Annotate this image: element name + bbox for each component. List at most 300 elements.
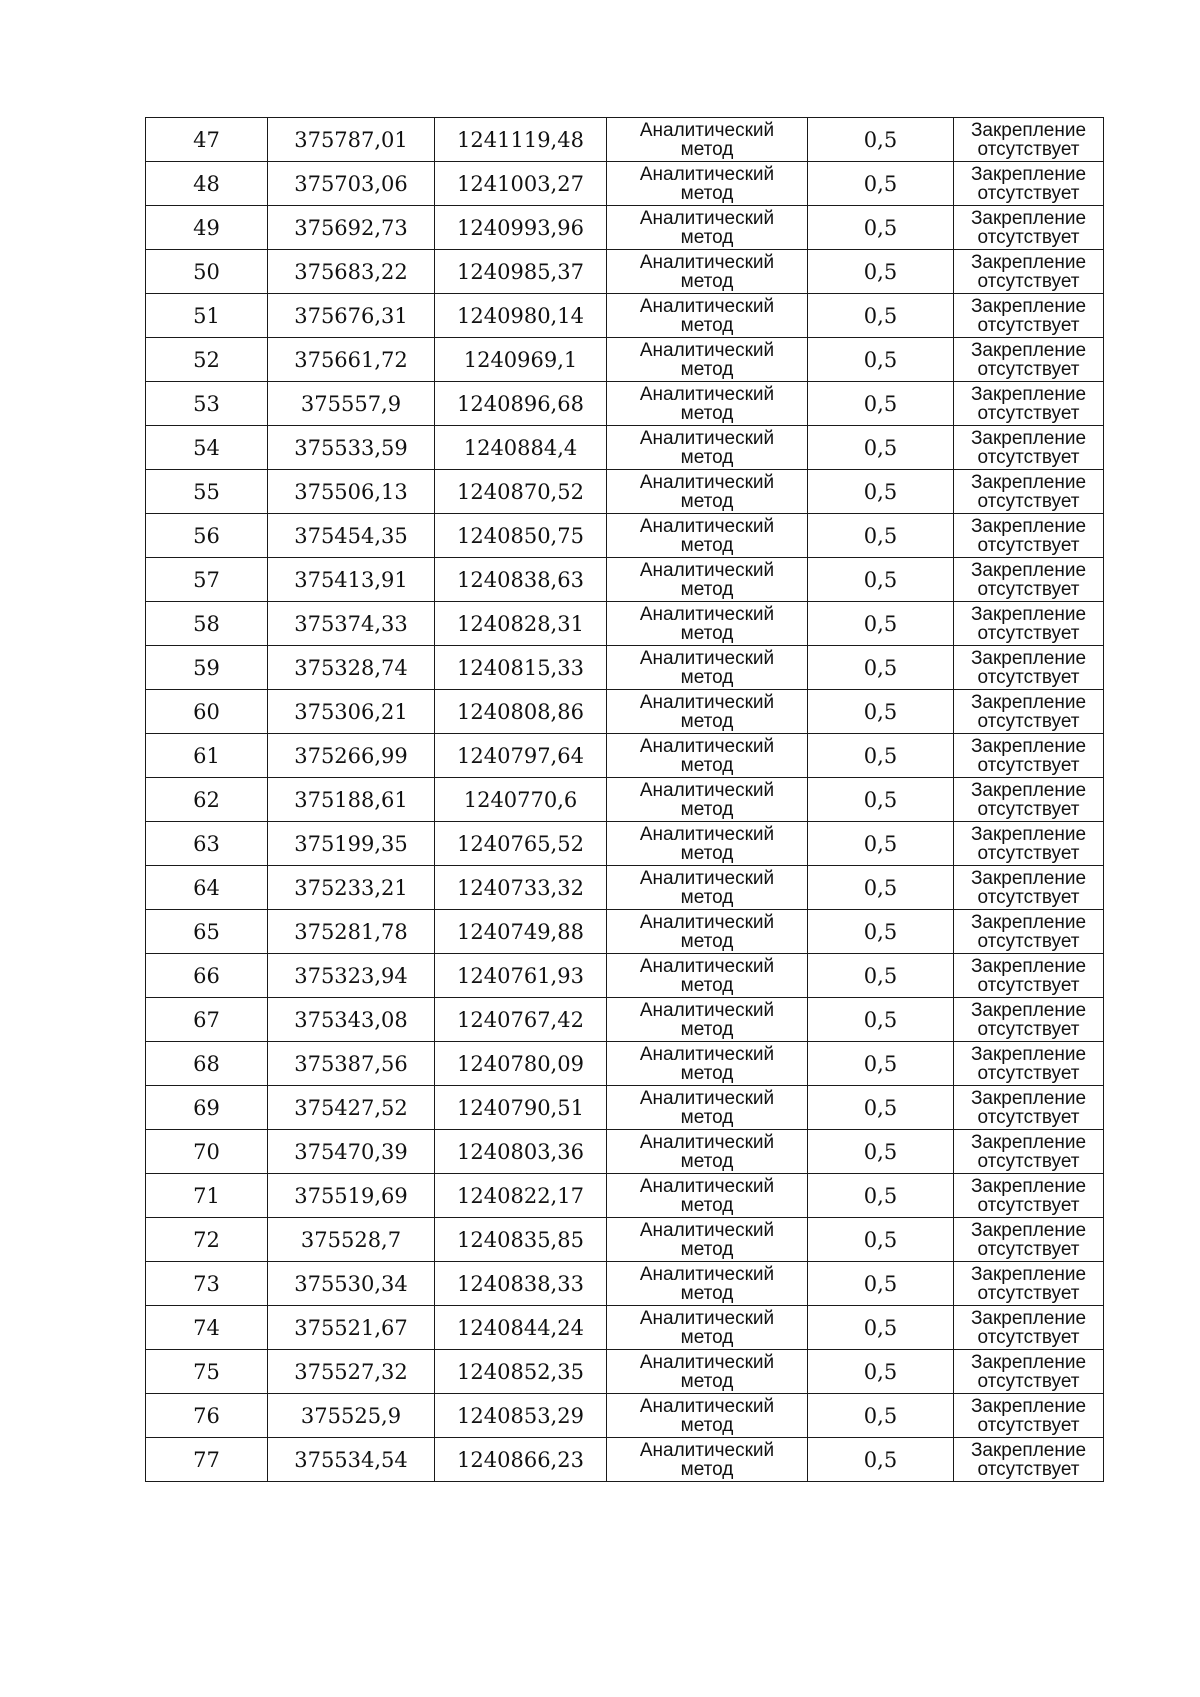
x-coordinate-cell: 375530,34 bbox=[268, 1262, 435, 1306]
point-number-cell: 72 bbox=[146, 1218, 268, 1262]
error-cell: 0,5 bbox=[808, 1306, 954, 1350]
fixation-line-2: отсутствует bbox=[977, 798, 1080, 820]
error-cell: 0,5 bbox=[808, 734, 954, 778]
point-number-cell: 58 bbox=[146, 602, 268, 646]
table-row bbox=[146, 514, 1104, 558]
x-coordinate-cell: 375413,91 bbox=[268, 558, 435, 602]
fixation-cell bbox=[954, 954, 1104, 998]
fixation-line-2: отсутствует bbox=[977, 1106, 1080, 1128]
y-coordinate-cell: 1241119,48 bbox=[435, 118, 607, 162]
table-row bbox=[146, 778, 1104, 822]
method-line-2: метод bbox=[680, 886, 734, 908]
method-cell bbox=[607, 162, 808, 206]
fixation-line-2: отсутствует bbox=[977, 974, 1080, 996]
method-cell bbox=[607, 1130, 808, 1174]
fixation-line-1: Закрепление bbox=[970, 295, 1087, 317]
fixation-cell bbox=[954, 514, 1104, 558]
fixation-line-1: Закрепление bbox=[970, 1307, 1087, 1329]
point-number-cell: 52 bbox=[146, 338, 268, 382]
fixation-cell bbox=[954, 162, 1104, 206]
method-line-1: Аналитический bbox=[639, 1351, 775, 1373]
point-number-cell: 60 bbox=[146, 690, 268, 734]
method-line-1: Аналитический bbox=[639, 1087, 775, 1109]
fixation-line-2: отсутствует bbox=[977, 1282, 1080, 1304]
table-row bbox=[146, 1394, 1104, 1438]
x-coordinate-cell: 375521,67 bbox=[268, 1306, 435, 1350]
table-row bbox=[146, 1438, 1104, 1482]
error-cell: 0,5 bbox=[808, 778, 954, 822]
fixation-cell bbox=[954, 778, 1104, 822]
table-row bbox=[146, 910, 1104, 954]
fixation-cell bbox=[954, 206, 1104, 250]
y-coordinate-cell: 1240797,64 bbox=[435, 734, 607, 778]
fixation-line-1: Закрепление bbox=[970, 1439, 1087, 1461]
fixation-line-2: отсутствует bbox=[977, 226, 1080, 248]
y-coordinate-cell: 1240870,52 bbox=[435, 470, 607, 514]
y-coordinate-cell: 1240815,33 bbox=[435, 646, 607, 690]
method-line-1: Аналитический bbox=[639, 1175, 775, 1197]
table-row bbox=[146, 1086, 1104, 1130]
fixation-line-1: Закрепление bbox=[970, 1219, 1087, 1241]
method-cell bbox=[607, 866, 808, 910]
method-cell bbox=[607, 646, 808, 690]
point-number-cell: 59 bbox=[146, 646, 268, 690]
table-row bbox=[146, 118, 1104, 162]
method-cell bbox=[607, 1350, 808, 1394]
x-coordinate-cell: 375692,73 bbox=[268, 206, 435, 250]
point-number-cell: 54 bbox=[146, 426, 268, 470]
fixation-line-2: отсутствует bbox=[977, 182, 1080, 204]
method-line-1: Аналитический bbox=[639, 955, 775, 977]
fixation-cell bbox=[954, 1042, 1104, 1086]
method-line-1: Аналитический bbox=[639, 119, 775, 141]
y-coordinate-cell: 1240733,32 bbox=[435, 866, 607, 910]
fixation-line-2: отсутствует bbox=[977, 270, 1080, 292]
method-line-1: Аналитический bbox=[639, 603, 775, 625]
point-number-cell: 65 bbox=[146, 910, 268, 954]
fixation-line-1: Закрепление bbox=[970, 427, 1087, 449]
x-coordinate-cell: 375519,69 bbox=[268, 1174, 435, 1218]
fixation-cell bbox=[954, 1306, 1104, 1350]
method-cell bbox=[607, 1174, 808, 1218]
fixation-cell bbox=[954, 1438, 1104, 1482]
y-coordinate-cell: 1240844,24 bbox=[435, 1306, 607, 1350]
point-number-cell: 63 bbox=[146, 822, 268, 866]
method-line-1: Аналитический bbox=[639, 823, 775, 845]
table-row bbox=[146, 866, 1104, 910]
method-line-2: метод bbox=[680, 666, 734, 688]
method-line-1: Аналитический bbox=[639, 251, 775, 273]
method-line-2: метод bbox=[680, 622, 734, 644]
table-row bbox=[146, 470, 1104, 514]
fixation-line-1: Закрепление bbox=[970, 515, 1087, 537]
x-coordinate-cell: 375281,78 bbox=[268, 910, 435, 954]
method-line-1: Аналитический bbox=[639, 1263, 775, 1285]
y-coordinate-cell: 1240770,6 bbox=[435, 778, 607, 822]
fixation-line-1: Закрепление bbox=[970, 207, 1087, 229]
error-cell: 0,5 bbox=[808, 866, 954, 910]
x-coordinate-cell: 375188,61 bbox=[268, 778, 435, 822]
point-number-cell: 53 bbox=[146, 382, 268, 426]
method-line-1: Аналитический bbox=[639, 559, 775, 581]
method-line-2: метод bbox=[680, 1326, 734, 1348]
table-row bbox=[146, 998, 1104, 1042]
y-coordinate-cell: 1240838,33 bbox=[435, 1262, 607, 1306]
method-line-2: метод bbox=[680, 842, 734, 864]
y-coordinate-cell: 1240884,4 bbox=[435, 426, 607, 470]
method-line-1: Аналитический bbox=[639, 999, 775, 1021]
fixation-line-2: отсутствует bbox=[977, 534, 1080, 556]
table-row bbox=[146, 690, 1104, 734]
fixation-line-1: Закрепление bbox=[970, 383, 1087, 405]
error-cell: 0,5 bbox=[808, 426, 954, 470]
fixation-cell bbox=[954, 1262, 1104, 1306]
y-coordinate-cell: 1240780,09 bbox=[435, 1042, 607, 1086]
y-coordinate-cell: 1240765,52 bbox=[435, 822, 607, 866]
fixation-cell bbox=[954, 294, 1104, 338]
method-line-2: метод bbox=[680, 1282, 734, 1304]
error-cell: 0,5 bbox=[808, 602, 954, 646]
method-line-1: Аналитический bbox=[639, 911, 775, 933]
fixation-cell bbox=[954, 426, 1104, 470]
fixation-line-1: Закрепление bbox=[970, 163, 1087, 185]
method-line-1: Аналитический bbox=[639, 295, 775, 317]
x-coordinate-cell: 375534,54 bbox=[268, 1438, 435, 1482]
method-cell bbox=[607, 1306, 808, 1350]
y-coordinate-cell: 1240850,75 bbox=[435, 514, 607, 558]
table-row bbox=[146, 382, 1104, 426]
method-cell bbox=[607, 734, 808, 778]
fixation-line-2: отсутствует bbox=[977, 666, 1080, 688]
fixation-cell bbox=[954, 690, 1104, 734]
method-cell bbox=[607, 118, 808, 162]
y-coordinate-cell: 1240803,36 bbox=[435, 1130, 607, 1174]
fixation-line-1: Закрепление bbox=[970, 823, 1087, 845]
method-cell bbox=[607, 382, 808, 426]
method-cell bbox=[607, 954, 808, 998]
method-line-1: Аналитический bbox=[639, 735, 775, 757]
method-cell bbox=[607, 778, 808, 822]
method-cell bbox=[607, 470, 808, 514]
method-line-2: метод bbox=[680, 1370, 734, 1392]
fixation-line-2: отсутствует bbox=[977, 842, 1080, 864]
method-cell bbox=[607, 1262, 808, 1306]
method-line-2: метод bbox=[680, 182, 734, 204]
x-coordinate-cell: 375787,01 bbox=[268, 118, 435, 162]
x-coordinate-cell: 375527,32 bbox=[268, 1350, 435, 1394]
fixation-cell bbox=[954, 1218, 1104, 1262]
fixation-line-2: отсутствует bbox=[977, 358, 1080, 380]
fixation-cell bbox=[954, 382, 1104, 426]
method-line-2: метод bbox=[680, 754, 734, 776]
point-number-cell: 61 bbox=[146, 734, 268, 778]
point-number-cell: 75 bbox=[146, 1350, 268, 1394]
method-line-2: метод bbox=[680, 1194, 734, 1216]
method-line-1: Аналитический bbox=[639, 1131, 775, 1153]
fixation-cell bbox=[954, 338, 1104, 382]
method-cell bbox=[607, 426, 808, 470]
method-cell bbox=[607, 1394, 808, 1438]
fixation-line-1: Закрепление bbox=[970, 911, 1087, 933]
y-coordinate-cell: 1240838,63 bbox=[435, 558, 607, 602]
x-coordinate-cell: 375343,08 bbox=[268, 998, 435, 1042]
error-cell: 0,5 bbox=[808, 558, 954, 602]
fixation-line-2: отсутствует bbox=[977, 754, 1080, 776]
point-number-cell: 67 bbox=[146, 998, 268, 1042]
fixation-cell bbox=[954, 470, 1104, 514]
fixation-line-1: Закрепление bbox=[970, 955, 1087, 977]
fixation-line-1: Закрепление bbox=[970, 119, 1087, 141]
method-line-1: Аналитический bbox=[639, 867, 775, 889]
method-line-2: метод bbox=[680, 314, 734, 336]
error-cell: 0,5 bbox=[808, 250, 954, 294]
error-cell: 0,5 bbox=[808, 1350, 954, 1394]
error-cell: 0,5 bbox=[808, 1394, 954, 1438]
error-cell: 0,5 bbox=[808, 514, 954, 558]
method-line-1: Аналитический bbox=[639, 647, 775, 669]
error-cell: 0,5 bbox=[808, 1218, 954, 1262]
x-coordinate-cell: 375683,22 bbox=[268, 250, 435, 294]
method-line-2: метод bbox=[680, 1062, 734, 1084]
y-coordinate-cell: 1240828,31 bbox=[435, 602, 607, 646]
fixation-line-1: Закрепление bbox=[970, 1131, 1087, 1153]
x-coordinate-cell: 375427,52 bbox=[268, 1086, 435, 1130]
method-line-2: метод bbox=[680, 534, 734, 556]
fixation-line-1: Закрепление bbox=[970, 1043, 1087, 1065]
fixation-cell bbox=[954, 910, 1104, 954]
fixation-cell bbox=[954, 734, 1104, 778]
y-coordinate-cell: 1240822,17 bbox=[435, 1174, 607, 1218]
y-coordinate-cell: 1240985,37 bbox=[435, 250, 607, 294]
y-coordinate-cell: 1240866,23 bbox=[435, 1438, 607, 1482]
fixation-line-1: Закрепление bbox=[970, 735, 1087, 757]
fixation-line-2: отсутствует bbox=[977, 446, 1080, 468]
y-coordinate-cell: 1240896,68 bbox=[435, 382, 607, 426]
table-row bbox=[146, 1218, 1104, 1262]
error-cell: 0,5 bbox=[808, 118, 954, 162]
point-number-cell: 56 bbox=[146, 514, 268, 558]
point-number-cell: 77 bbox=[146, 1438, 268, 1482]
fixation-line-2: отсутствует bbox=[977, 1458, 1080, 1480]
x-coordinate-cell: 375533,59 bbox=[268, 426, 435, 470]
point-number-cell: 70 bbox=[146, 1130, 268, 1174]
table-row bbox=[146, 426, 1104, 470]
table-row bbox=[146, 1262, 1104, 1306]
method-cell bbox=[607, 910, 808, 954]
fixation-line-2: отсутствует bbox=[977, 886, 1080, 908]
y-coordinate-cell: 1240835,85 bbox=[435, 1218, 607, 1262]
error-cell: 0,5 bbox=[808, 1262, 954, 1306]
table-row bbox=[146, 822, 1104, 866]
method-line-2: метод bbox=[680, 710, 734, 732]
method-cell bbox=[607, 250, 808, 294]
x-coordinate-cell: 375323,94 bbox=[268, 954, 435, 998]
fixation-cell bbox=[954, 822, 1104, 866]
error-cell: 0,5 bbox=[808, 1042, 954, 1086]
y-coordinate-cell: 1240761,93 bbox=[435, 954, 607, 998]
fixation-line-1: Закрепление bbox=[970, 1175, 1087, 1197]
table-row bbox=[146, 1350, 1104, 1394]
fixation-cell bbox=[954, 1350, 1104, 1394]
table-row bbox=[146, 602, 1104, 646]
fixation-cell bbox=[954, 866, 1104, 910]
error-cell: 0,5 bbox=[808, 998, 954, 1042]
point-number-cell: 76 bbox=[146, 1394, 268, 1438]
method-line-1: Аналитический bbox=[639, 339, 775, 361]
method-line-2: метод bbox=[680, 1458, 734, 1480]
method-line-1: Аналитический bbox=[639, 1219, 775, 1241]
x-coordinate-cell: 375528,7 bbox=[268, 1218, 435, 1262]
fixation-line-2: отсутствует bbox=[977, 138, 1080, 160]
fixation-line-1: Закрепление bbox=[970, 251, 1087, 273]
method-line-2: метод bbox=[680, 798, 734, 820]
fixation-line-2: отсутствует bbox=[977, 1018, 1080, 1040]
point-number-cell: 69 bbox=[146, 1086, 268, 1130]
method-line-2: метод bbox=[680, 1150, 734, 1172]
method-line-2: метод bbox=[680, 446, 734, 468]
point-number-cell: 62 bbox=[146, 778, 268, 822]
table-row bbox=[146, 734, 1104, 778]
error-cell: 0,5 bbox=[808, 822, 954, 866]
method-line-1: Аналитический bbox=[639, 471, 775, 493]
method-cell bbox=[607, 1086, 808, 1130]
error-cell: 0,5 bbox=[808, 206, 954, 250]
method-cell bbox=[607, 206, 808, 250]
fixation-cell bbox=[954, 118, 1104, 162]
error-cell: 0,5 bbox=[808, 910, 954, 954]
fixation-line-2: отсутствует bbox=[977, 1326, 1080, 1348]
fixation-line-2: отсутствует bbox=[977, 1194, 1080, 1216]
method-line-2: метод bbox=[680, 402, 734, 424]
point-number-cell: 55 bbox=[146, 470, 268, 514]
x-coordinate-cell: 375506,13 bbox=[268, 470, 435, 514]
fixation-cell bbox=[954, 1086, 1104, 1130]
method-cell bbox=[607, 690, 808, 734]
fixation-cell bbox=[954, 646, 1104, 690]
x-coordinate-cell: 375374,33 bbox=[268, 602, 435, 646]
coordinates-table bbox=[145, 117, 1104, 1482]
fixation-line-2: отсутствует bbox=[977, 578, 1080, 600]
fixation-cell bbox=[954, 1174, 1104, 1218]
table-row bbox=[146, 558, 1104, 602]
x-coordinate-cell: 375703,06 bbox=[268, 162, 435, 206]
fixation-line-2: отсутствует bbox=[977, 490, 1080, 512]
table-row bbox=[146, 206, 1104, 250]
method-cell bbox=[607, 294, 808, 338]
error-cell: 0,5 bbox=[808, 470, 954, 514]
x-coordinate-cell: 375328,74 bbox=[268, 646, 435, 690]
method-cell bbox=[607, 558, 808, 602]
method-cell bbox=[607, 338, 808, 382]
method-cell bbox=[607, 602, 808, 646]
point-number-cell: 73 bbox=[146, 1262, 268, 1306]
fixation-line-1: Закрепление bbox=[970, 867, 1087, 889]
fixation-line-1: Закрепление bbox=[970, 647, 1087, 669]
y-coordinate-cell: 1240767,42 bbox=[435, 998, 607, 1042]
fixation-line-1: Закрепление bbox=[970, 1263, 1087, 1285]
method-line-2: метод bbox=[680, 974, 734, 996]
method-line-1: Аналитический bbox=[639, 1043, 775, 1065]
method-line-2: метод bbox=[680, 270, 734, 292]
table-row bbox=[146, 646, 1104, 690]
method-line-2: метод bbox=[680, 1238, 734, 1260]
method-cell bbox=[607, 1042, 808, 1086]
coordinates-table-body bbox=[146, 118, 1104, 1482]
method-line-2: метод bbox=[680, 358, 734, 380]
method-line-1: Аналитический bbox=[639, 515, 775, 537]
error-cell: 0,5 bbox=[808, 162, 954, 206]
fixation-line-1: Закрепление bbox=[970, 691, 1087, 713]
fixation-line-1: Закрепление bbox=[970, 1351, 1087, 1373]
fixation-cell bbox=[954, 1394, 1104, 1438]
table-row bbox=[146, 1306, 1104, 1350]
error-cell: 0,5 bbox=[808, 382, 954, 426]
method-line-1: Аналитический bbox=[639, 163, 775, 185]
point-number-cell: 71 bbox=[146, 1174, 268, 1218]
fixation-line-1: Закрепление bbox=[970, 471, 1087, 493]
point-number-cell: 57 bbox=[146, 558, 268, 602]
method-line-1: Аналитический bbox=[639, 427, 775, 449]
fixation-line-2: отсутствует bbox=[977, 1150, 1080, 1172]
method-line-2: метод bbox=[680, 490, 734, 512]
y-coordinate-cell: 1240852,35 bbox=[435, 1350, 607, 1394]
method-line-1: Аналитический bbox=[639, 383, 775, 405]
table-row bbox=[146, 338, 1104, 382]
fixation-line-1: Закрепление bbox=[970, 603, 1087, 625]
method-line-2: метод bbox=[680, 138, 734, 160]
fixation-line-1: Закрепление bbox=[970, 339, 1087, 361]
x-coordinate-cell: 375233,21 bbox=[268, 866, 435, 910]
method-cell bbox=[607, 822, 808, 866]
table-row bbox=[146, 1130, 1104, 1174]
point-number-cell: 66 bbox=[146, 954, 268, 998]
method-line-1: Аналитический bbox=[639, 691, 775, 713]
fixation-line-2: отсутствует bbox=[977, 314, 1080, 336]
x-coordinate-cell: 375266,99 bbox=[268, 734, 435, 778]
y-coordinate-cell: 1240790,51 bbox=[435, 1086, 607, 1130]
x-coordinate-cell: 375525,9 bbox=[268, 1394, 435, 1438]
y-coordinate-cell: 1240993,96 bbox=[435, 206, 607, 250]
point-number-cell: 49 bbox=[146, 206, 268, 250]
method-line-2: метод bbox=[680, 226, 734, 248]
method-line-2: метод bbox=[680, 578, 734, 600]
error-cell: 0,5 bbox=[808, 294, 954, 338]
point-number-cell: 47 bbox=[146, 118, 268, 162]
error-cell: 0,5 bbox=[808, 1086, 954, 1130]
fixation-line-2: отсутствует bbox=[977, 1414, 1080, 1436]
error-cell: 0,5 bbox=[808, 646, 954, 690]
fixation-line-1: Закрепление bbox=[970, 559, 1087, 581]
table-row bbox=[146, 954, 1104, 998]
point-number-cell: 68 bbox=[146, 1042, 268, 1086]
fixation-line-1: Закрепление bbox=[970, 1087, 1087, 1109]
table-row bbox=[146, 162, 1104, 206]
method-line-2: метод bbox=[680, 1106, 734, 1128]
x-coordinate-cell: 375557,9 bbox=[268, 382, 435, 426]
fixation-cell bbox=[954, 1130, 1104, 1174]
fixation-line-2: отсутствует bbox=[977, 402, 1080, 424]
table-row bbox=[146, 250, 1104, 294]
method-cell bbox=[607, 998, 808, 1042]
error-cell: 0,5 bbox=[808, 1130, 954, 1174]
y-coordinate-cell: 1240969,1 bbox=[435, 338, 607, 382]
fixation-cell bbox=[954, 558, 1104, 602]
method-line-2: метод bbox=[680, 1414, 734, 1436]
y-coordinate-cell: 1240749,88 bbox=[435, 910, 607, 954]
fixation-line-2: отсутствует bbox=[977, 1062, 1080, 1084]
fixation-cell bbox=[954, 602, 1104, 646]
fixation-line-2: отсутствует bbox=[977, 930, 1080, 952]
